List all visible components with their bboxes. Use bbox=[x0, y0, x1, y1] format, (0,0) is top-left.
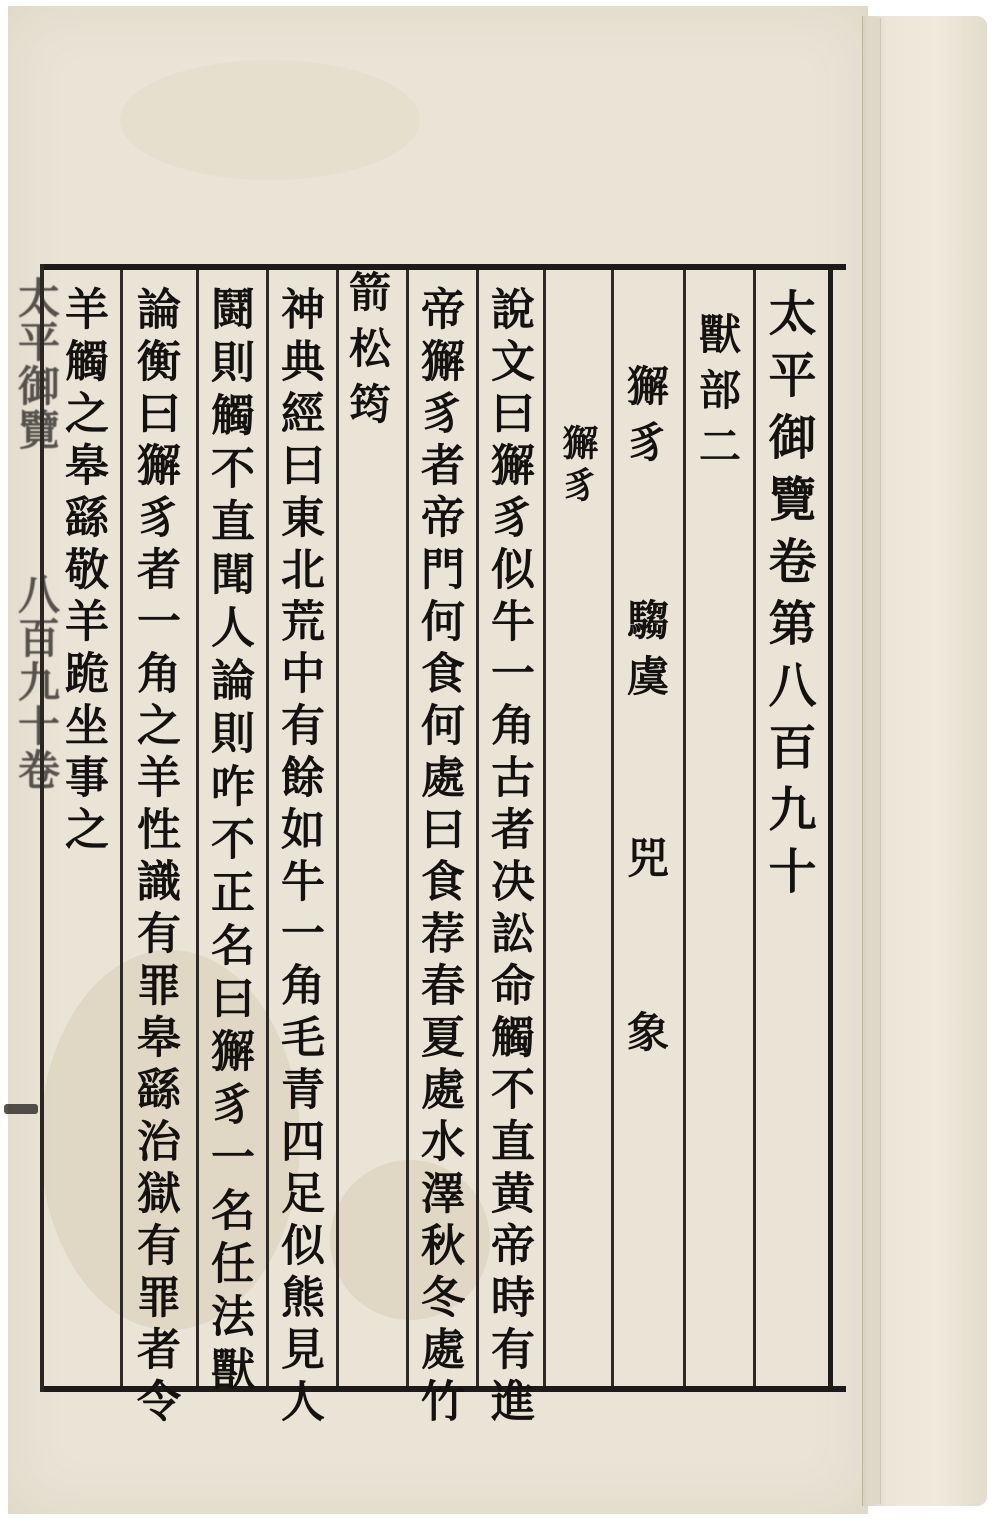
column-rule bbox=[336, 270, 339, 1386]
subheading-entry: 獬豸 bbox=[557, 424, 599, 508]
paper-stain bbox=[330, 1160, 490, 1320]
text-column-6: 論衡曰獬豸者一角之羊性識有罪皋繇治獄有罪者令 bbox=[129, 286, 180, 1430]
column-rule bbox=[196, 270, 199, 1386]
text-column-2: 帝獬豸者帝門何食何處曰食荐春夏處水澤秋冬處竹 bbox=[413, 286, 464, 1430]
column-rule bbox=[120, 270, 123, 1386]
fold-edge-mark bbox=[4, 1104, 38, 1114]
text-column-7: 羊觸之皋繇敬羊跪坐事之 bbox=[57, 286, 108, 858]
text-column-1: 說文曰獬豸似牛一角古者决訟命觸不直黄帝時有進 bbox=[483, 286, 534, 1430]
text-column-5: 鬪則觸不直聞人論則咋不正名曰獬豸一名任法獸 bbox=[203, 286, 254, 1399]
contents-item-3: 兕 bbox=[621, 836, 670, 892]
contents-item-1: 獬豸 bbox=[621, 364, 670, 476]
column-rule bbox=[406, 270, 409, 1386]
column-rule bbox=[266, 270, 269, 1386]
fold-edge-label-top: 太平御覽 bbox=[12, 276, 61, 452]
frame-top-border bbox=[42, 264, 846, 270]
spine-edge bbox=[866, 18, 881, 1504]
volume-title: 太平御覽卷第八百九十 bbox=[760, 288, 816, 908]
fold-edge-label bbox=[6, 276, 66, 792]
contents-item-2: 騶虞 bbox=[621, 598, 670, 710]
fold-edge-label-bottom: 八百九十卷 bbox=[12, 572, 61, 792]
column-rule bbox=[476, 270, 479, 1386]
frame-right-border bbox=[828, 264, 833, 1392]
text-column-4: 神典經曰東北荒中有餘如牛一角毛青四足似熊見人 bbox=[273, 286, 324, 1430]
text-column-3: 箭松筠 bbox=[343, 270, 392, 438]
column-rule bbox=[611, 270, 614, 1386]
column-rule bbox=[543, 270, 546, 1386]
column-rule bbox=[683, 270, 686, 1386]
contents-item-4: 象 bbox=[621, 1010, 670, 1066]
paper-stain bbox=[120, 60, 420, 180]
section-heading: 獸部二 bbox=[693, 312, 742, 480]
column-rule bbox=[753, 270, 756, 1386]
